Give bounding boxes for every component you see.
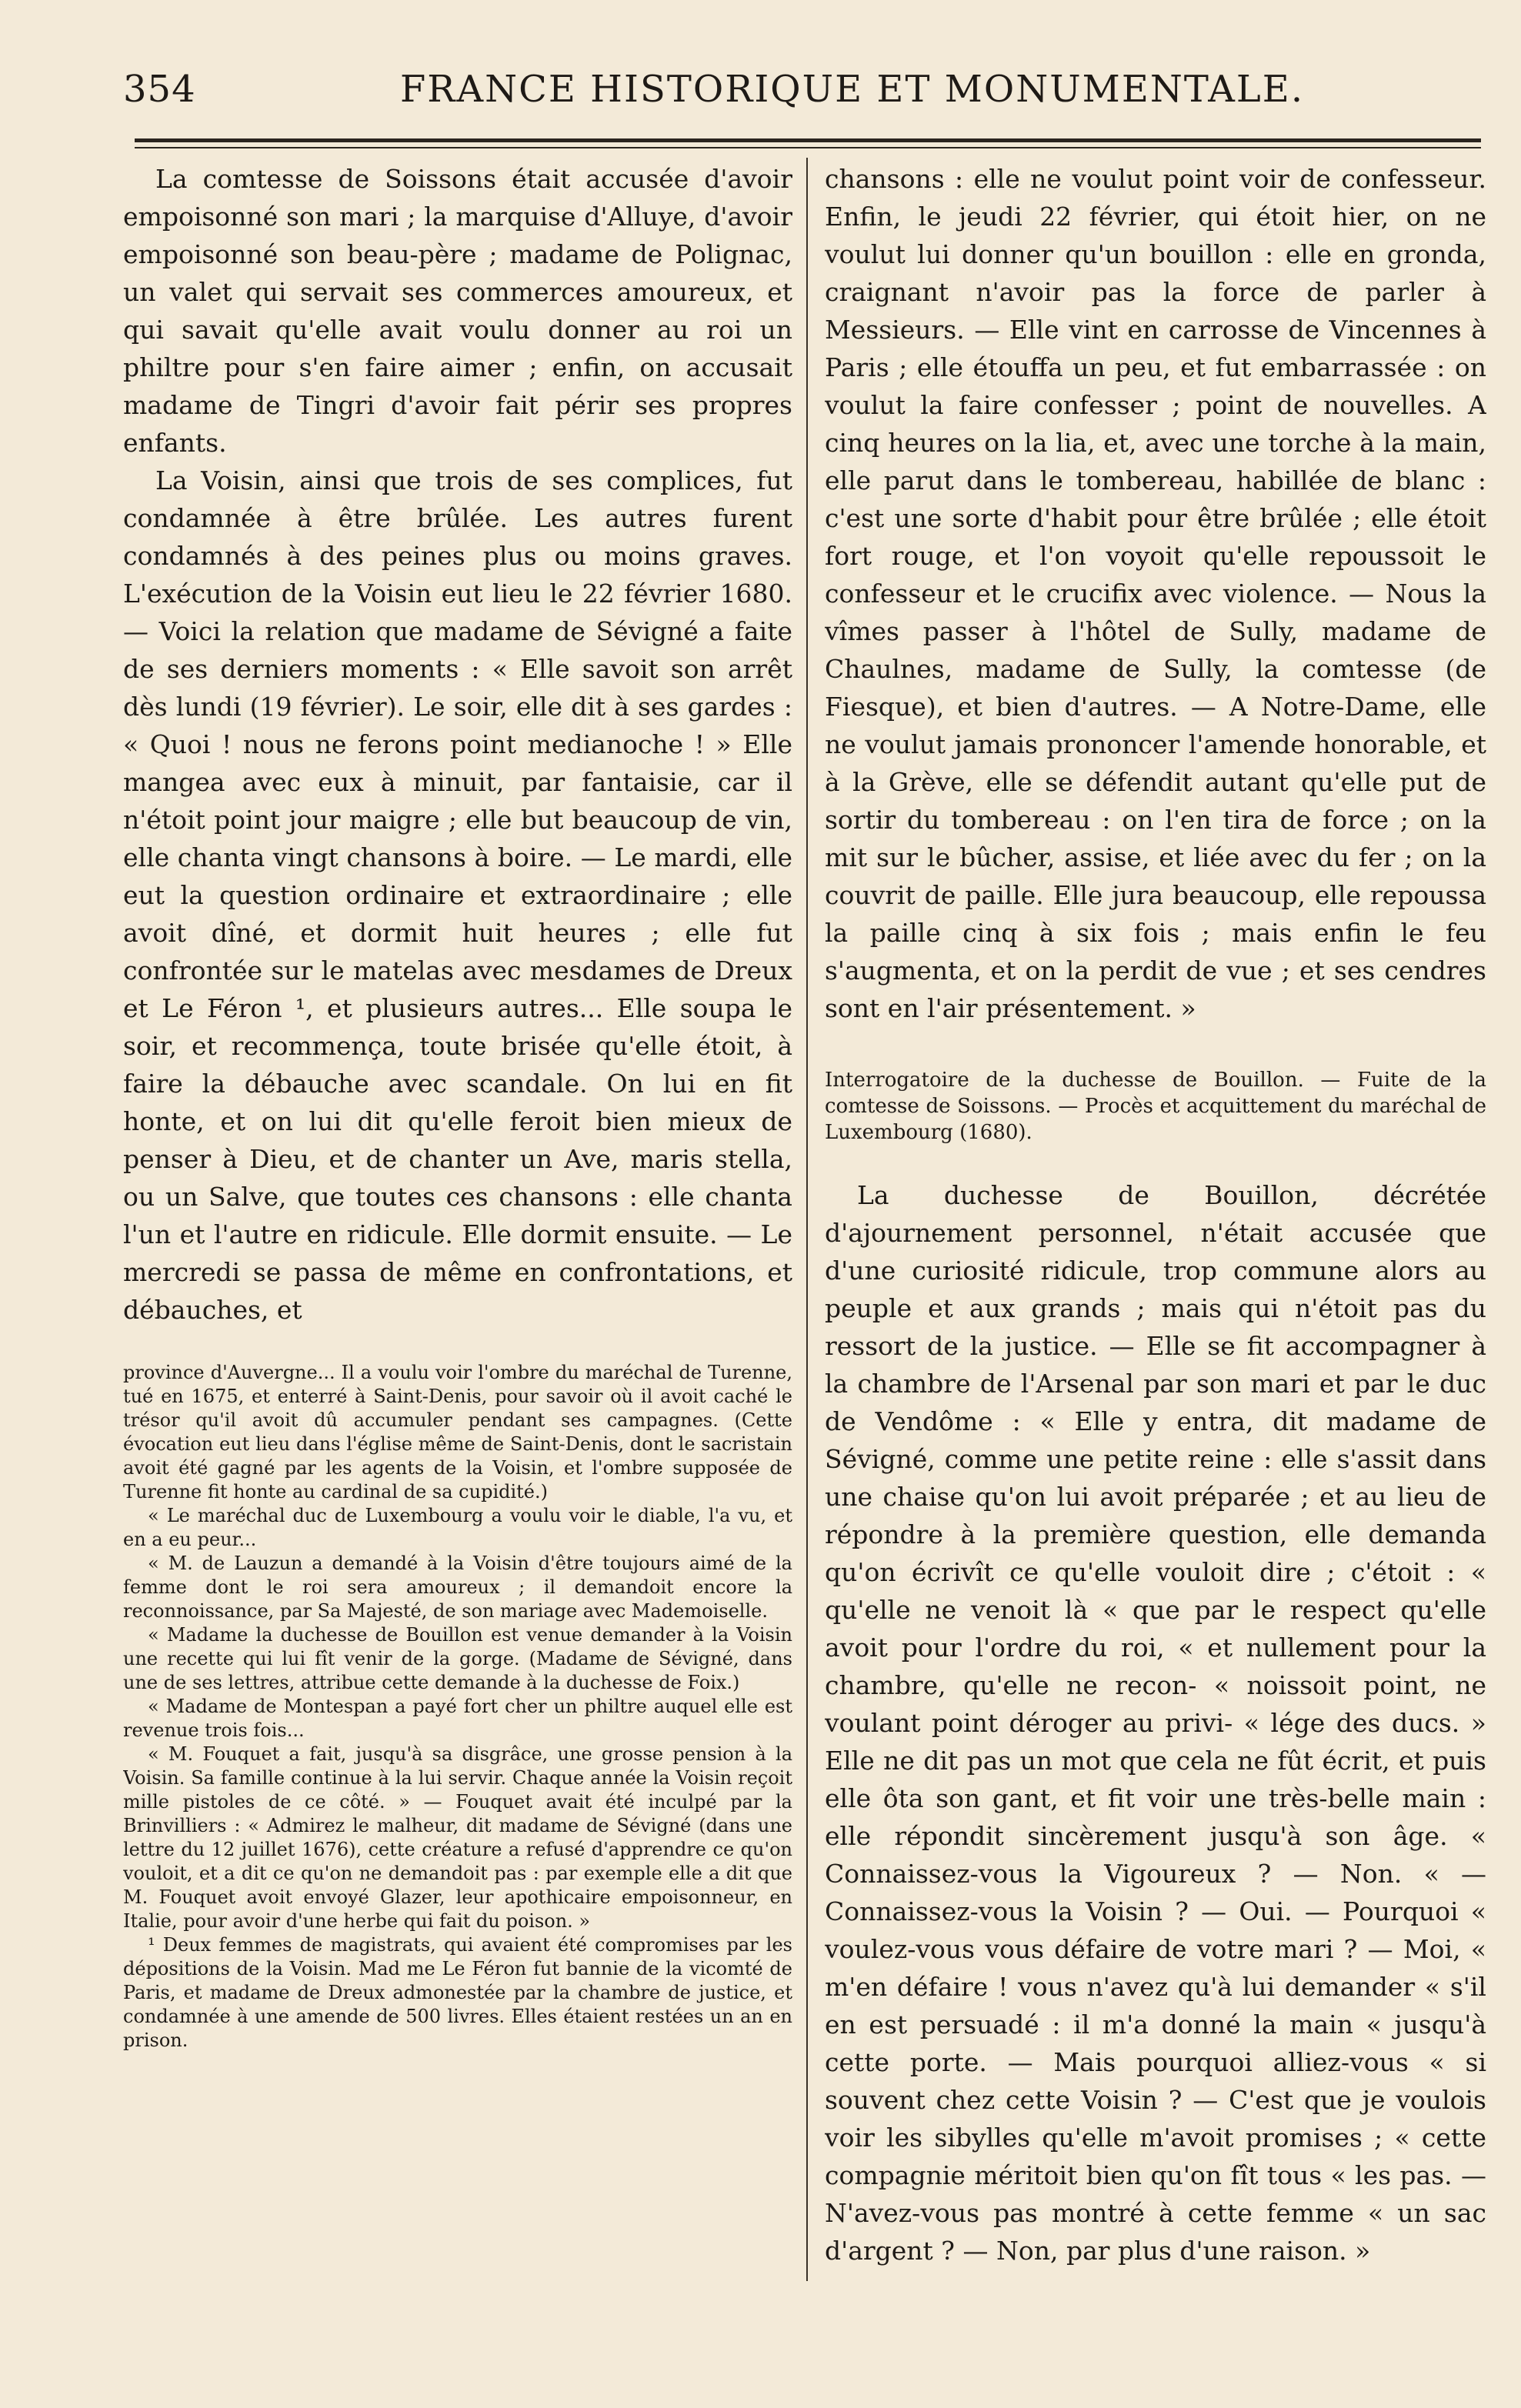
left-column	[123, 160, 792, 2283]
footnote-paragraph: « Madame de Montespan a payé fort cher un philtre auquel elle est revenue trois fois...	[123, 1696, 792, 1741]
footnote-paragraph: province d'Auvergne... Il a voulu voir l'ombre du maréchal de Turenne, tué en 1675, et enterré à Saint-Denis, pour savoir où il avoit caché le trésor qu'il avoit dû accumuler pendant ses campagnes. (Cette évocation eut lieu dans l'église même de Saint-Denis, dont le sacristain avoit été gagné par les agents de la Voisin, et l'ombre supposée de Turenne fit honte au cardinal de sa cupidité.)	[123, 1362, 792, 1502]
column-divider	[806, 158, 808, 2281]
right-column	[825, 160, 1486, 2283]
running-title: FRANCE HISTORIQUE ET MONUMENTALE.	[400, 68, 1305, 111]
body-paragraph: La comtesse de Soissons était accusée d'avoir empoisonné son mari ; la marquise d'Alluye, d'avoir empoisonné son beau-père ; madame de Polignac, un valet qui servait ses commerces amoureux, et qui savait qu'elle avait voulu donner au roi un philtre pour s'en faire aimer ; enfin, on accusait madame de Tingri d'avoir fait périr ses propres enfants.	[123, 164, 792, 458]
body-paragraph: chansons : elle ne voulut point voir de confesseur. Enfin, le jeudi 22 février, qui étoit hier, on ne voulut lui donner qu'un bouillon : elle en gronda, craignant n'avoir pas la force de parler à Messieurs. — Elle vint en carrosse de Vincennes à Paris ; elle étouffa un peu, et fut embarrassée : on voulut la faire confesser ; point de nouvelles. A cinq heures on la lia, et, avec une torche à la main, elle parut dans le tombereau, habillée de blanc : c'est une sorte d'habit pour être brûlée ; elle étoit fort rouge, et l'on voyoit qu'elle repoussoit le confesseur et le crucifix avec violence. — Nous la vîmes passer à l'hôtel de Sully, madame de Chaulnes, madame de Sully, la comtesse (de Fiesque), et bien d'autres. — A Notre-Dame, elle ne voulut jamais prononcer l'amende honorable, et à la Grève, elle se défendit autant qu'elle put de sortir du tombereau : on l'en tira de force ; on la mit sur le bûcher, assise, et liée avec du fer ; on la couvrit de paille. Elle jura beaucoup, elle repoussa la paille cinq à six fois ; mais enfin le feu s'augmenta, et on la perdit de vue ; et ses cendres sont en l'air présentement. »	[825, 164, 1486, 1023]
footnote-paragraph: « Madame la duchesse de Bouillon est venue demander à la Voisin une recette qui lui fît venir de la gorge. (Madame de Sévigné, dans une de ses lettres, attribue cette demande à la duchesse de Foix.)	[123, 1624, 792, 1693]
body-paragraph: La Voisin, ainsi que trois de ses complices, fut condamnée à être brûlée. Les autres furent condamnés à des peines plus ou moins graves. L'exécution de la Voisin eut lieu le 22 février 1680. — Voici la relation que madame de Sévigné a faite de ses derniers moments : « Elle savoit son arrêt dès lundi (19 février). Le soir, elle dit à ses gardes : « Quoi ! nous ne ferons point medianoche ! » Elle mangea avec eux à minuit, par fantaisie, car il n'étoit point jour maigre ; elle but beaucoup de vin, elle chanta vingt chansons à boire. — Le mardi, elle eut la question ordinaire et extraordinaire ; elle avoit dîné, et dormit huit heures ; elle fut confrontée sur le matelas avec mesdames de Dreux et Le Féron ¹, et plusieurs autres... Elle soupa le soir, et recommença, toute brisée qu'elle étoit, à faire la débauche avec scandale. On lui en fit honte, et on lui dit qu'elle feroit bien mieux de penser à Dieu, et de chanter un Ave, maris stella, ou un Salve, que toutes ces chansons : elle chanta l'un et l'autre en ridicule. Elle dormit ensuite. — Le mercredi se passa de même en confrontations, et débauches, et	[123, 465, 792, 1325]
footnote-paragraph: « Le maréchal duc de Luxembourg a voulu voir le diable, l'a vu, et en a eu peur...	[123, 1505, 792, 1550]
page-number: 354	[123, 68, 196, 111]
footnote-paragraph: ¹ Deux femmes de magistrats, qui avaient été compromises par les dépositions de la Voisin. Mad me Le Féron fut bannie de la vicomté de Paris, et madame de Dreux admonestée par la chambre de justice, et condamnée à une amende de 500 livres. Elles étaient restées un an en prison.	[123, 1934, 792, 2051]
header-rule-thin	[135, 147, 1481, 148]
footnote-paragraph: « M. Fouquet a fait, jusqu'à sa disgrâce, une grosse pension à la Voisin. Sa famille continue à la lui servir. Chaque année la Voisin reçoit mille pistoles de ce côté. » — Fouquet avait été inculpé par la Brinvilliers : « Admirez le malheur, dit madame de Sévigné (dans une lettre du 12 juillet 1676), cette créature a refusé d'apprendre ce qu'on vouloit, et a dit ce qu'on ne demandoit pas : par exemple elle a dit que M. Fouquet avoit envoyé Glazer, leur apothicaire empoisonneur, en Italie, pour avoir d'une herbe qui fait du poison. »	[123, 1743, 792, 1932]
footnote-paragraph: « M. de Lauzun a demandé à la Voisin d'être toujours aimé de la femme dont le roi sera amoureux ; il demandoit encore la reconnoissance, par Sa Majesté, de son mariage avec Mademoiselle.	[123, 1553, 792, 1622]
section-summary: Interrogatoire de la duchesse de Bouillon. — Fuite de la comtesse de Soissons. — Procès et acquittement du maréchal de Luxembourg (1680).	[825, 1069, 1486, 1144]
footnotes	[123, 1361, 792, 2053]
body-paragraph: La duchesse de Bouillon, décrétée d'ajournement personnel, n'était accusée que d'une curiosité ridicule, trop commune alors au peuple et aux grands ; mais qui n'étoit pas du ressort de la justice. — Elle se fit accompagner à la chambre de l'Arsenal par son mari et par le duc de Vendôme : « Elle y entra, dit madame de Sévigné, comme une petite reine : elle s'assit dans une chaise qu'on lui avoit préparée ; et au lieu de répondre à la première question, elle demanda qu'on écrivît ce qu'elle vouloit dire ; c'étoit : « qu'elle ne venoit là « que par le respect qu'elle avoit pour l'ordre du roi, « et nullement pour la chambre, qu'elle ne recon- « noissoit point, ne voulant point déroger au privi- « lége des ducs. » Elle ne dit pas un mot que cela ne fût écrit, et puis elle ôta son gant, et fit voir une très-belle main : elle répondit sincèrement jusqu'à son âge. « Connaissez-vous la Vigoureux ? — Non. « — Connaissez-vous la Voisin ? — Oui. — Pourquoi « voulez-vous vous défaire de votre mari ? — Moi, « m'en défaire ! vous n'avez qu'à lui demander « s'il en est persuadé : il m'a donné la main « jusqu'à cette porte. — Mais pourquoi alliez-vous « si souvent chez cette Voisin ? — C'est que je voulois voir les sibylles qu'elle m'avoit promises ; « cette compagnie méritoit bien qu'on fît tous « les pas. — N'avez-vous pas montré à cette femme « un sac d'argent ? — Non, par plus d'une raison. »	[825, 1180, 1486, 2266]
page-header	[123, 68, 1485, 122]
header-rule-thick	[135, 138, 1481, 142]
